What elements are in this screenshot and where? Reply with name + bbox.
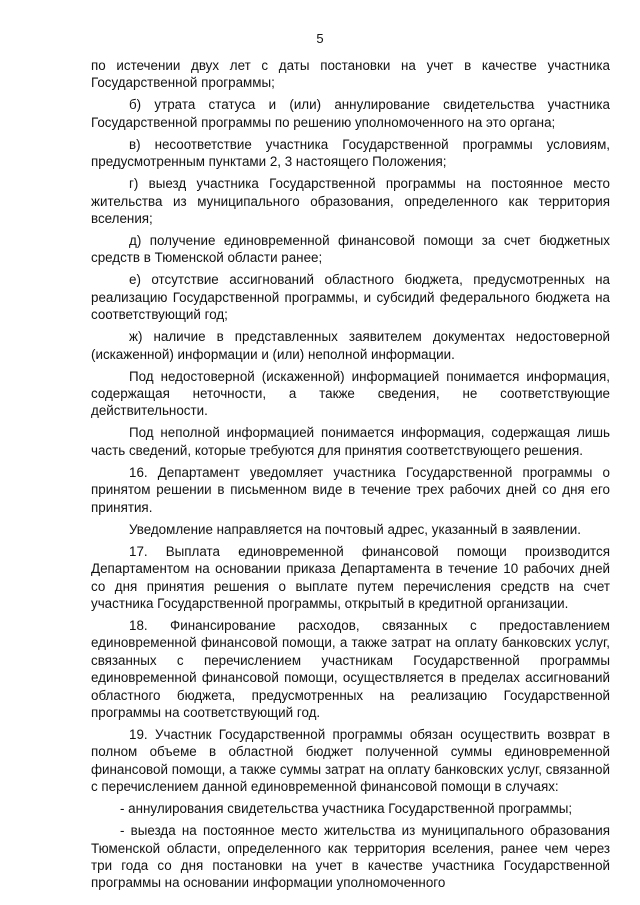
list-item-annulment: - аннулирования свидетельства участника Государственной программы;	[120, 801, 573, 817]
paragraph-section-19: 19. Участник Государственной программы обязан осуществить возврат в полном объеме в областной бюджет полученной суммы единовременной финансовой помощи, а также суммы затрат на оплату банковских услуг, связанной с перечислением данной единовременной финансовой помощи в случаях:	[91, 726, 610, 795]
paragraph-item-b: б) утрата статуса и (или) аннулирование свидетельства участника Государственной программы по решению уполномоченного на это органа;	[91, 97, 610, 130]
paragraph-item-g: г) выезд участника Государственной программы на постоянное место жительства из муниципального образования, определенного как территория вселения;	[91, 176, 610, 227]
paragraph-section-17: 17. Выплата единовременной финансовой помощи производится Департаментом на основании приказа Департамента в течение 10 рабочих дней со дня принятия решения о выплате путем перечисления средств на счет участника Государственной программы, открытый в кредитной организации.	[91, 543, 610, 611]
paragraph-item-v: в) несоответствие участника Государственной программы условиям, предусмотренным пунктами 2, 3 настоящего Положения;	[91, 136, 610, 170]
paragraph-continuation: по истечении двух лет с даты постановки на учет в качестве участника Государственной программы;	[91, 58, 610, 91]
paragraph-section-18: 18. Финансирование расходов, связанных с предоставлением единовременной финансовой помощи, а также затрат на оплату банковских услуг, связанных с перечислением участникам Государственной программы единовременной финансовой помощи, осуществляется в пределах ассигнований областного бюджета, предусмотренных на реализацию Государственной программы на соответствующий год.	[91, 617, 610, 720]
paragraph-definition-inaccurate: Под недостоверной (искаженной) информацией понимается информация, содержащая неточности, а также сведения, не соответствующие действительности.	[91, 368, 610, 419]
paragraph-section-16: 16. Департамент уведомляет участника Государственной программы о принятом решении в письменном виде в течение трех рабочих дней со дня его принятия.	[91, 464, 610, 515]
document-body	[91, 57, 610, 896]
paragraph-item-d: д) получение единовременной финансовой помощи за счет бюджетных средств в Тюменской области ранее;	[91, 233, 610, 266]
page-number: 5	[316, 31, 324, 46]
paragraph-item-e: е) отсутствие ассигнований областного бюджета, предусмотренных на реализацию Государственной программы, и субсидий федерального бюджета на соответствующий год;	[91, 272, 610, 323]
list-item-departure: - выезда на постоянное место жительства из муниципального образования Тюменской области, определенного как территория вселения, ранее чем через три года со дня постановки на учет в качестве участника Государственной программы на основании информации уполномоченного	[91, 823, 610, 891]
paragraph-definition-incomplete: Под неполной информацией понимается информация, содержащая лишь часть сведений, которые требуются для принятия соответствующего решения.	[91, 425, 610, 458]
paragraph-notification: Уведомление направляется на почтовый адрес, указанный в заявлении.	[129, 521, 581, 537]
paragraph-item-zh: ж) наличие в представленных заявителем документах недостоверной (искаженной) информации и (или) неполной информации.	[91, 329, 610, 362]
